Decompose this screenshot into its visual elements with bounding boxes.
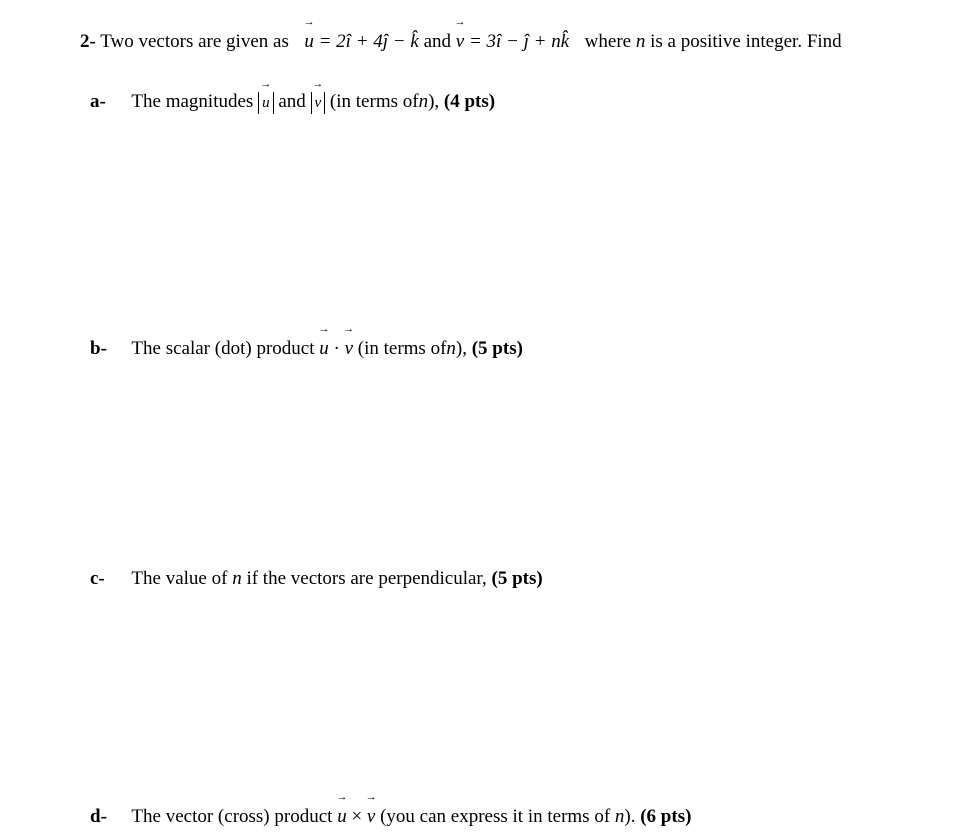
vector-u: → u <box>304 30 314 54</box>
and-word: and <box>423 31 452 52</box>
part-d-text: The vector (cross) product <box>131 806 333 827</box>
part-d <box>90 805 691 829</box>
variable-n: n <box>446 338 456 359</box>
part-c-points: (5 pts) <box>491 568 543 589</box>
part-a-terms: (in terms of <box>329 91 419 112</box>
part-b-text: The scalar (dot) product <box>131 338 315 359</box>
part-b <box>90 337 523 361</box>
vector-v: → v <box>367 805 375 829</box>
vector-u-expression: = 2î + 4ĵ − k̂ <box>318 31 419 52</box>
magnitude-v: → v <box>311 92 326 114</box>
variable-n: n <box>635 31 646 52</box>
part-a-and: and <box>278 91 306 112</box>
part-d-points: (6 pts) <box>640 806 692 827</box>
magnitude-u: → u <box>258 92 274 114</box>
where-word: where <box>584 31 632 52</box>
part-d-label: d- <box>90 806 107 827</box>
part-a-text: The magnitudes <box>131 91 254 112</box>
variable-n: n <box>614 806 625 827</box>
part-c-text-end: if the vectors are perpendicular, <box>246 568 487 589</box>
part-c <box>90 567 543 591</box>
part-a-points: (4 pts) <box>443 91 496 112</box>
part-d-terms-end: ). <box>624 806 636 827</box>
part-b-points: (5 pts) <box>471 338 523 359</box>
vector-v-expression: = 3î − ĵ + nk̂ <box>468 31 570 52</box>
question-stem <box>80 30 842 54</box>
part-b-terms: (in terms of <box>357 338 447 359</box>
part-d-terms: (you can express it in terms of <box>380 806 611 827</box>
part-a-terms-end: ), <box>428 91 440 112</box>
vector-u: → u <box>337 805 347 829</box>
question-intro-end: is a positive integer. Find <box>650 31 842 52</box>
part-a-label: a- <box>90 91 106 112</box>
dot-operator: · <box>333 338 340 359</box>
part-c-text: The value of <box>131 568 228 589</box>
variable-n: n <box>232 568 242 589</box>
vector-v: → v <box>456 30 464 54</box>
part-c-label: c- <box>90 568 105 589</box>
vector-u: → u <box>319 337 329 361</box>
vector-v: → v <box>345 337 353 361</box>
variable-n: n <box>418 91 429 112</box>
part-a <box>90 90 495 114</box>
question-number: 2- <box>80 31 96 52</box>
part-b-terms-end: ), <box>455 338 467 359</box>
part-b-label: b- <box>90 338 107 359</box>
cross-operator: × <box>351 806 363 827</box>
question-intro: Two vectors are given as <box>100 31 289 52</box>
